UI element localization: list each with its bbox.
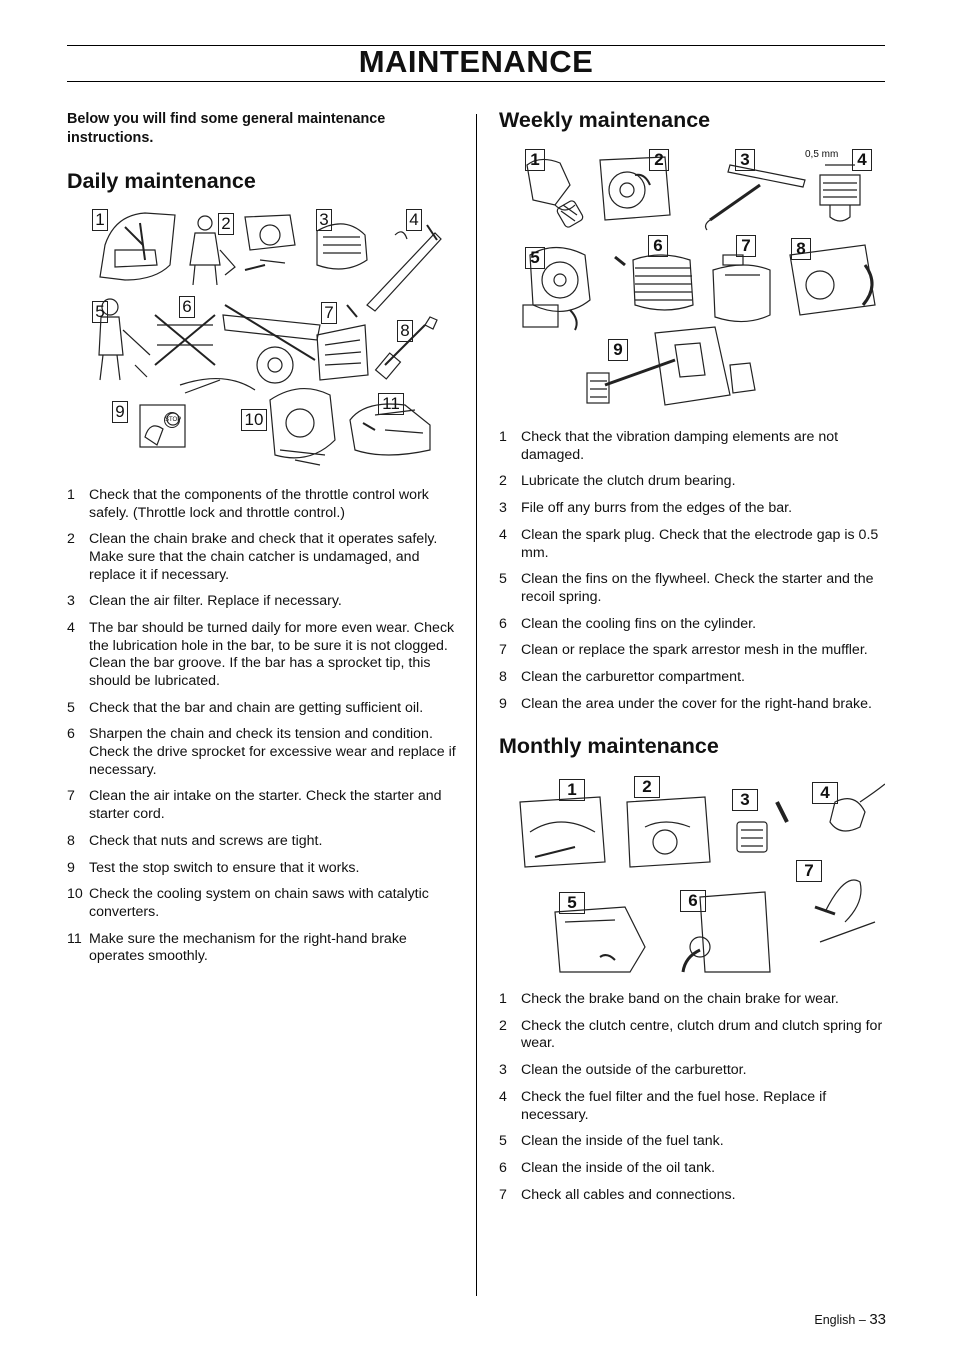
daily-fig-label-5: 5 (92, 301, 108, 323)
list-item: 2 Lubricate the clutch drum bearing. (499, 473, 736, 490)
list-item: 6 Clean the cooling fins on the cylinder. (499, 615, 757, 632)
daily-fig-label-3: 3 (316, 209, 332, 231)
list-item: 6 Sharpen the chain and check its tension and condition. Check the drive sprocket for excessive wear and replace if necessary. (67, 726, 456, 778)
weekly-fig-label-4: 4 (852, 149, 872, 171)
daily-fig-label-4: 4 (406, 209, 422, 231)
weekly-fig-label-5: 5 (525, 247, 545, 269)
daily-fig-label-1: 1 (92, 209, 108, 231)
weekly-fig-label-2: 2 (649, 149, 669, 171)
list-item: 5 Check that the bar and chain are getting sufficient oil. (67, 699, 424, 716)
list-item: 4 Clean the spark plug. Check that the electrode gap is 0.5 mm. (499, 526, 879, 561)
list-item: 2 Clean the chain brake and check that it operates safely. Make sure that the chain catcher is undamaged, and replace it if necessary. (67, 531, 438, 583)
stop-badge: STOP (164, 412, 180, 428)
monthly-heading: Monthly maintenance (499, 734, 719, 758)
gap-label: 0,5 mm (805, 149, 839, 160)
list-item: 6 Clean the inside of the oil tank. (499, 1160, 716, 1177)
monthly-fig-label-6: 6 (680, 890, 706, 912)
title-rule (67, 81, 885, 82)
footer-dash: – (858, 1313, 866, 1327)
daily-fig-label-6: 6 (179, 296, 195, 318)
list-item: 8 Check that nuts and screws are tight. (67, 832, 323, 849)
list-item: 7 Clean or replace the spark arrestor mesh in the muffler. (499, 642, 868, 659)
weekly-fig-label-9: 9 (608, 339, 628, 361)
daily-fig-label-9: 9 (112, 401, 128, 423)
daily-heading: Daily maintenance (67, 169, 256, 193)
list-item: 10 Check the cooling system on chain saws with catalytic converters. (67, 886, 429, 920)
page-title: MAINTENANCE (358, 44, 594, 79)
weekly-heading: Weekly maintenance (499, 108, 711, 132)
list-item: 1 Check the brake band on the chain brake for wear. (499, 991, 839, 1007)
monthly-fig-label-5: 5 (559, 892, 585, 914)
daily-fig-label-7: 7 (321, 302, 337, 324)
list-item: 5 Clean the fins on the flywheel. Check the starter and the recoil spring. (499, 571, 874, 605)
list-item: 4 Check the fuel filter and the fuel hose. Replace if necessary. (499, 1088, 827, 1123)
weekly-fig-label-8: 8 (791, 238, 811, 260)
weekly-figure (515, 145, 885, 417)
weekly-fig-label-6: 6 (648, 235, 668, 257)
list-item: 3 Clean the air filter. Replace if necessary. (67, 593, 342, 610)
list-item: 3 Clean the outside of the carburettor. (499, 1062, 747, 1079)
daily-fig-label-8: 8 (397, 320, 413, 342)
weekly-fig-label-7: 7 (736, 235, 756, 257)
page-footer (814, 1311, 886, 1328)
daily-fig-label-2: 2 (218, 213, 234, 235)
list-item: 11 Make sure the mechanism for the right-hand brake operates smoothly. (67, 930, 407, 965)
daily-steps (67, 487, 457, 975)
weekly-steps (499, 429, 885, 723)
page-number: 33 (869, 1311, 886, 1328)
list-item: 2 Check the clutch centre, clutch drum and clutch spring for wear. (499, 1017, 883, 1052)
list-item: 1 Check that the components of the throttle control work safely. (Throttle lock and throttle control.) (67, 487, 429, 521)
weekly-fig-label-3: 3 (735, 149, 755, 171)
list-item: 7 Clean the air intake on the starter. Check the starter and starter cord. (67, 788, 442, 823)
monthly-fig-label-7: 7 (796, 860, 822, 882)
list-item: 9 Clean the area under the cover for the right-hand brake. (499, 696, 872, 713)
list-item: 1 Check that the vibration damping elements are not damaged. (499, 429, 839, 463)
daily-fig-label-10: 10 (241, 409, 267, 431)
daily-fig-label-11: 11 (378, 393, 404, 415)
list-item: 9 Test the stop switch to ensure that it works. (67, 859, 360, 876)
footer-language: English (814, 1313, 856, 1327)
monthly-steps (499, 991, 885, 1214)
daily-figure (85, 205, 450, 480)
list-item: 7 Check all cables and connections. (499, 1186, 736, 1203)
intro-text: Below you will find some general maintenance instructions. (67, 111, 386, 146)
monthly-fig-label-4: 4 (812, 782, 838, 804)
monthly-fig-label-1: 1 (559, 779, 585, 801)
list-item: 5 Clean the inside of the fuel tank. (499, 1133, 724, 1150)
list-item: 3 File off any burrs from the edges of the bar. (499, 500, 793, 517)
monthly-figure (515, 772, 885, 977)
monthly-fig-label-3: 3 (732, 789, 758, 811)
column-divider (476, 114, 477, 1296)
monthly-fig-label-2: 2 (634, 776, 660, 798)
weekly-fig-label-1: 1 (525, 149, 545, 171)
list-item: 8 Clean the carburettor compartment. (499, 669, 745, 686)
list-item: 4 The bar should be turned daily for more even wear. Check the lubrication hole in the bar, to be sure it is not clogged. Clean the bar groove. If the bar has a sprocket tip, this should be lubricated. (67, 620, 455, 689)
